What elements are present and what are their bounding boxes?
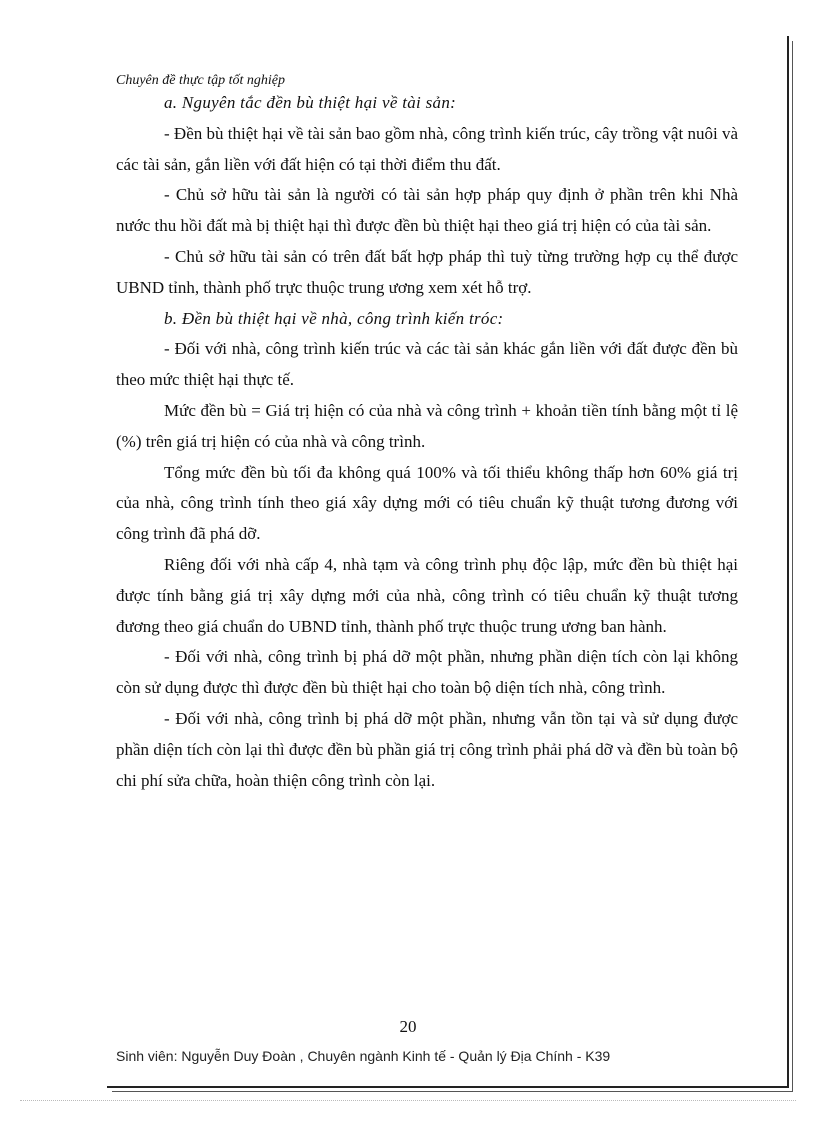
paragraph: Riêng đối với nhà cấp 4, nhà tạm và công trình phụ độc lập, mức đền bù thiệt hại được tính bằng giá trị xây dựng mới của nhà, công trình có tiêu chuẩn kỹ thuật tương đương theo giá chuẩn do UBND tỉnh, thành phố trực thuộc trung ương ban hành. bbox=[116, 554, 738, 636]
paragraph: - Chủ sở hữu tài sản là người có tài sản hợp pháp quy định ở phần trên khi Nhà nước thu hồi đất mà bị thiệt hại thì được đền bù thiệt hại theo giá trị hiện có của tài sản. bbox=[116, 185, 738, 236]
paragraph: - Chủ sở hữu tài sản có trên đất bất hợp pháp thì tuỳ từng trường hợp cụ thể được UBND tỉnh, thành phố trực thuộc trung ương xem xét hỗ trợ. bbox=[116, 246, 738, 297]
paragraph: - Đền bù thiệt hại về tài sản bao gồm nhà, công trình kiến trúc, cây trồng vật nuôi và các tài sản, gắn liền với đất hiện có tại thời điểm thu đất. bbox=[116, 123, 738, 174]
page-header: Chuyên đề thực tập tốt nghiệp bbox=[116, 73, 285, 88]
page-number: 20 bbox=[399, 1017, 417, 1036]
paragraph: - Đối với nhà, công trình bị phá dỡ một phần, nhưng phần diện tích còn lại không còn sử dụng được thì được đền bù thiệt hại cho toàn bộ diện tích nhà, công trình. bbox=[116, 647, 738, 698]
document-body bbox=[116, 88, 738, 796]
paragraph: - Đối với nhà, công trình bị phá dỡ một phần, nhưng vẫn tồn tại và sử dụng được phần diện tích còn lại thì được đền bù phần giá trị công trình phải phá dỡ và đền bù toàn bộ chi phí sửa chữa, hoàn thiện công trình còn lại. bbox=[116, 708, 738, 790]
page-footer: Sinh viên: Nguyễn Duy Đoàn , Chuyên ngành Kinh tế - Quản lý Địa Chính - K39 bbox=[116, 1048, 611, 1064]
paragraph: Tổng mức đền bù tối đa không quá 100% và tối thiểu không thấp hơn 60% giá trị của nhà, công trình tính theo giá xây dựng mới có tiêu chuẩn kỹ thuật tương đương với công trình đã phá dỡ. bbox=[116, 462, 738, 544]
paragraph: - Đối với nhà, công trình kiến trúc và các tài sản khác gắn liền với đất được đền bù theo mức thiệt hại thực tế. bbox=[116, 339, 738, 390]
section-heading-b: b. Đền bù thiệt hại về nhà, công trình kiến tróc: bbox=[164, 308, 504, 328]
paragraph: Mức đền bù = Giá trị hiện có của nhà và công trình + khoản tiền tính bằng một tỉ lệ (%) trên giá trị hiện có của nhà và công trình. bbox=[116, 400, 738, 451]
divider bbox=[20, 1100, 796, 1101]
section-heading-a: a. Nguyên tắc đền bù thiệt hại về tài sản: bbox=[164, 93, 457, 112]
